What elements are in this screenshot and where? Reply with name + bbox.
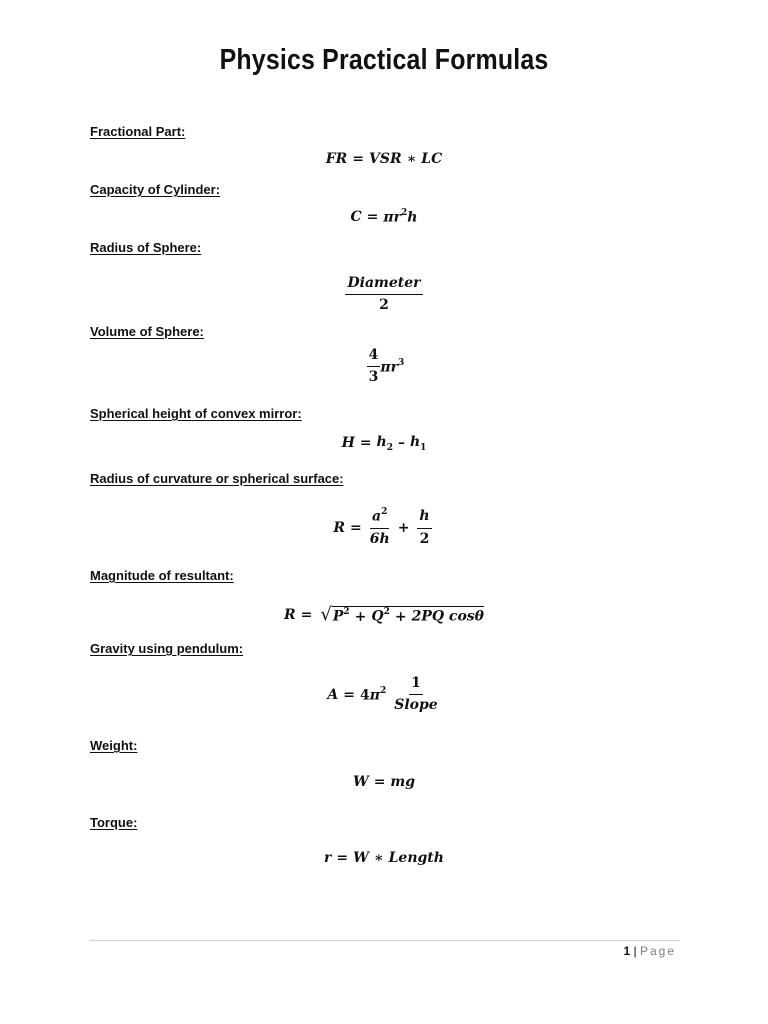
formula-capacity-of-cylinder: C = $\pi r^2h$	[350, 208, 418, 226]
section-heading-torque: Torque:	[90, 815, 138, 830]
formula-magnitude-of-resultant: R = √ $P^2 + Q^2 + 2PQ$ cosθ	[283, 604, 484, 625]
section-heading-fractional-part: Fractional Part:	[90, 124, 186, 139]
section-heading-gravity-using-pendulum: Gravity using pendulum:	[90, 641, 244, 656]
formula-fractional-part: FR = VSR ∗ LC	[325, 151, 443, 167]
formula-radius-of-curvature: R = $\frac{a^2}{6h}$ + $\frac{h}{2}$	[333, 507, 430, 548]
formula-spherical-height: H = $h_2$ – $h_1$	[341, 434, 427, 453]
page-word: Page	[639, 944, 676, 958]
formula-gravity-using-pendulum: A = $4\pi^2$ $\frac{1}{\text{Slope}}$	[327, 675, 438, 714]
section-heading-volume-of-sphere: Volume of Sphere:	[90, 324, 204, 339]
formula-weight: W = mg	[352, 774, 416, 790]
footer-separator: |	[633, 944, 637, 958]
page-title: Physics Practical Formulas	[219, 44, 549, 76]
page-footer	[623, 944, 676, 958]
formula-torque: r = W ∗ Length	[324, 850, 444, 866]
section-heading-magnitude-of-resultant: Magnitude of resultant:	[90, 568, 234, 583]
section-heading-weight: Weight:	[90, 738, 138, 753]
formula-volume-of-sphere: $\frac{4}{3}$ $\pi r^3$	[368, 347, 405, 386]
formula-radius-of-sphere: $\frac{\text{Diameter}}{2}$	[347, 275, 421, 314]
footer-divider	[90, 940, 680, 941]
section-heading-radius-of-sphere: Radius of Sphere:	[90, 240, 202, 255]
section-heading-spherical-height: Spherical height of convex mirror:	[90, 406, 302, 421]
page-number: 1	[623, 944, 631, 958]
section-heading-radius-of-curvature: Radius of curvature or spherical surface:	[90, 471, 344, 486]
section-heading-capacity-of-cylinder: Capacity of Cylinder:	[90, 182, 221, 197]
